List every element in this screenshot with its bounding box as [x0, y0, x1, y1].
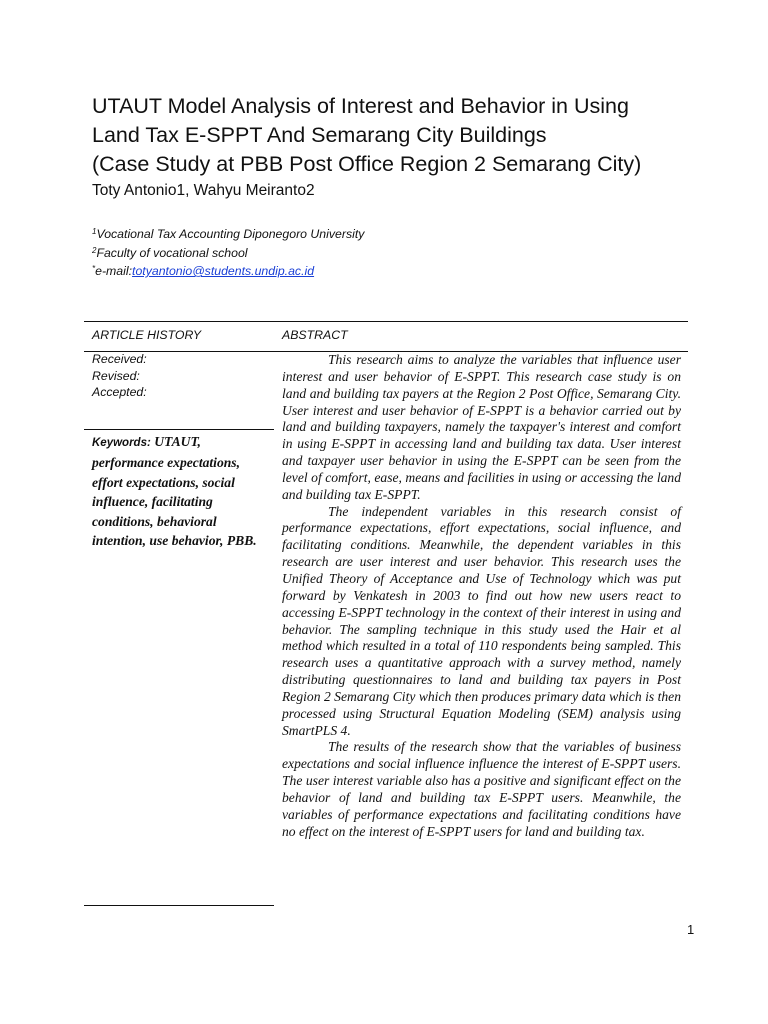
revised-label: Revised: — [92, 368, 140, 383]
affiliation-1: $^1$Vocational Tax Accounting Diponegoro University — [92, 227, 365, 241]
author-list: Toty Antonio1, Wahyu Meiranto2 — [92, 182, 315, 199]
abstract-paragraph-3: The results of the research show that the variables of business expectations and social influence influence the interest of E-SPPT users. The user interest variable also has a positive and significant effect on the behavior of land and building tax E-SPPT users. Meanwhile, the variables of performance expectations and facilitating conditions have no effect on the interest of E-SPPT users for land and building tax. — [282, 739, 681, 839]
title-line-1: UTAUT Model Analysis of Interest and Behavior in Using — [92, 94, 629, 118]
keywords-label: Keywords: — [92, 437, 151, 449]
keywords-bottom-rule — [84, 905, 274, 906]
history-divider — [84, 429, 274, 430]
received-label: Received: — [92, 352, 147, 366]
abstract-paragraph-1: This research aims to analyze the variables that influence user interest and user behavior of E-SPPT. This research case study is on land and building tax payers at the Region 2 Post Office, Semarang City. User interest and user behavior of E-SPPT is a behavior carried out by land and building taxpayers, namely the taxpayer's interest and comfort in using E-SPPT in accessing land and building tax data. User interest and taxpayer user behavior in using the E-SPPT can be seen from the level of comfort, ease, means and facilities in using or accessing the land and building tax E-SPPT. — [282, 352, 681, 502]
abstract-header: ABSTRACT — [282, 328, 348, 342]
affiliations — [92, 224, 364, 280]
abstract-paragraph-2: The independent variables in this research consist of performance expectations, effort expectations, social influence, and facilitating conditions. Meanwhile, the dependent variables in this research are user interest and user behavior. This research uses the Unified Theory of Acceptance and Use of Technology which was put forward by Venkatesh in 2003 to find out how new users react to accessing E-SPPT technology in the context of their interest in using and behavior. The sampling technique in this study used the Hair et al method which resulted in a total of 110 respondents being sampled. This research uses a quantitative approach with a survey method, namely distributing questionnaires to land and building tax payers in Post Region 2 Semarang City which then produces primary data which is then processed using Structural Equation Modeling (SEM) analysis using SmartPLS 4. — [282, 503, 681, 738]
article-history — [92, 351, 147, 401]
email-link[interactable]: totyantonio@students.undip.ac.id — [132, 264, 315, 278]
title-line-3: (Case Study at PBB Post Office Region 2 Semarang City) — [92, 152, 642, 176]
table-top-rule — [84, 321, 688, 322]
keywords-block — [92, 432, 272, 550]
keywords-text: UTAUT, performance expectations, effort expectations, social influence, facilitating conditions, behavioral intention, use behavior, PBB. — [92, 434, 257, 549]
email-line: *e-mail:totyantonio@students.undip.ac.id — [92, 264, 315, 278]
page-number: 1 — [687, 922, 695, 937]
paper-title — [92, 92, 732, 179]
article-history-header: ARTICLE HISTORY — [92, 328, 202, 342]
abstract-body — [282, 352, 681, 840]
affiliation-2: $^2$Faculty of vocational school — [92, 245, 248, 260]
accepted-label: Accepted: — [92, 385, 147, 399]
title-line-2: Land Tax E-SPPT And Semarang City Buildings — [92, 123, 547, 147]
